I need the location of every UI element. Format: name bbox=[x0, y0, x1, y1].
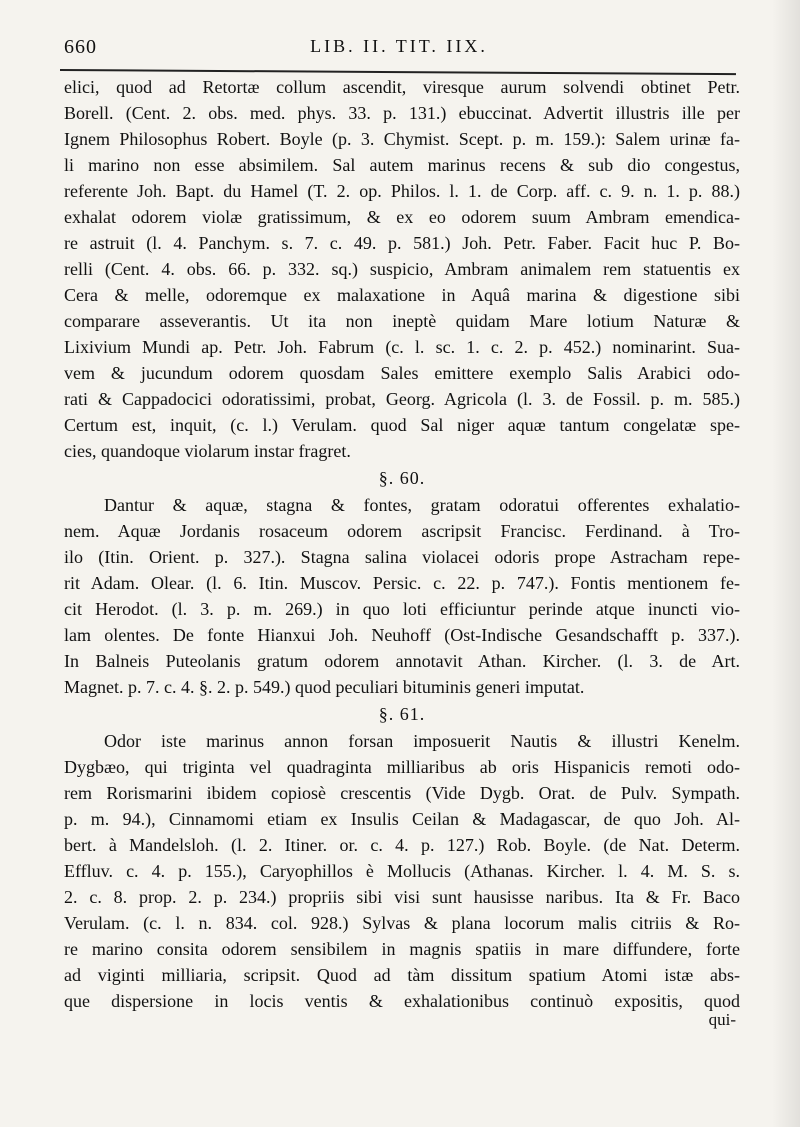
text-line: vem & jucundum odorem quosdam Sales emittere exemplo Salis Arabici odo- bbox=[64, 363, 740, 383]
body-text bbox=[64, 74, 740, 1014]
text-line: exhalat odorem violæ gratissimum, & ex eo odorem suum Ambram emendica- bbox=[64, 207, 740, 227]
text-line: p. m. 94.), Cinnamomi etiam ex Insulis Ceilan & Madagascar, de quo Joh. Al- bbox=[64, 809, 740, 829]
text-line: re astruit (l. 4. Panchym. s. 7. c. 49. p. 581.) Joh. Petr. Faber. Facit huc P. Bo- bbox=[64, 233, 740, 253]
text-line: Verulam. (c. l. n. 834. col. 928.) Sylvas & plana locorum malis citriis & Ro- bbox=[64, 913, 740, 933]
page-header bbox=[64, 36, 734, 66]
text-line: rit Adam. Olear. (l. 6. Itin. Muscov. Persic. c. 22. p. 747.). Fontis mentionem fe- bbox=[64, 573, 740, 593]
text-line: Borell. (Cent. 2. obs. med. phys. 33. p. 131.) ebuccinat. Advertit illustris ille per bbox=[64, 103, 740, 123]
catchword: qui- bbox=[708, 1010, 736, 1029]
text-line: relli (Cent. 4. obs. 66. p. 332. sq.) suspicio, Ambram animalem rem statuentis ex bbox=[64, 259, 740, 279]
text-line: Lixivium Mundi ap. Petr. Joh. Fabrum (c. l. sc. 1. c. 2. p. 452.) nominarint. Sua- bbox=[64, 337, 740, 357]
text-line: nem. Aquæ Jordanis rosaceum odorem ascripsit Francisc. Ferdinand. à Tro- bbox=[64, 521, 740, 541]
text-line: Ignem Philosophus Robert. Boyle (p. 3. Chymist. Scept. p. m. 159.): Salem urinæ fa- bbox=[64, 129, 740, 149]
text-line: re marino consita odorem sensibilem in magnis spatiis in mare diffundere, forte bbox=[64, 939, 740, 959]
text-line: cies, quandoque violarum instar fragret. bbox=[64, 441, 351, 461]
text-line: bert. à Mandelsloh. (l. 2. Itiner. or. c. 4. p. 127.) Rob. Boyle. (de Nat. Determ. bbox=[64, 835, 740, 855]
text-line: comparare asseverantis. Ut ita non ineptè quidam Mare lotium Naturæ & bbox=[64, 311, 740, 331]
text-line: li marino non esse absimilem. Sal autem marinus recens & sub dio congestus, bbox=[64, 155, 740, 175]
text-line: In Balneis Puteolanis gratum odorem annotavit Athan. Kircher. (l. 3. de Art. bbox=[64, 651, 740, 671]
text-line: Odor iste marinus annon forsan imposuerit Nautis & illustri Kenelm. bbox=[104, 731, 740, 751]
section-heading-60: §. 60. bbox=[378, 468, 426, 488]
text-line: rem Rorismarini ibidem copiosè crescentis (Vide Dygb. Orat. de Pulv. Sympath. bbox=[64, 783, 740, 803]
text-line: Certum est, inquit, (c. l.) Verulam. quod Sal niger aquæ tantum congelatæ spe- bbox=[64, 415, 740, 435]
page-edge-shadow bbox=[772, 0, 800, 1127]
text-line: referente Joh. Bapt. du Hamel (T. 2. op. Philos. l. 1. de Corp. aff. c. 9. n. 1. p. 88.) bbox=[64, 181, 740, 201]
running-title: LIB. II. TIT. IIX. bbox=[310, 36, 488, 56]
text-line: Cera & melle, odoremque ex malaxatione in Aquâ marina & digestione sibi bbox=[64, 285, 740, 305]
text-line: Magnet. p. 7. c. 4. §. 2. p. 549.) quod peculiari bituminis generi imputat. bbox=[64, 677, 585, 697]
section-heading-61: §. 61. bbox=[378, 704, 426, 724]
text-line: elici, quod ad Retortæ collum ascendit, viresque aurum solvendi obtinet Petr. bbox=[64, 77, 740, 97]
text-line: cit Herodot. (l. 3. p. m. 269.) in quo loti efficiuntur perinde atque inuncti vio- bbox=[64, 599, 740, 619]
text-line: 2. c. 8. prop. 2. p. 234.) propriis sibi visi sunt hausisse naribus. Ita & Fr. Baco bbox=[64, 887, 740, 907]
text-line: lam olentes. De fonte Hianxui Joh. Neuhoff (Ost-Indische Gesandschafft p. 337.). bbox=[64, 625, 740, 645]
text-line: que dispersione in locis ventis & exhalationibus continuò expositis, quod bbox=[64, 991, 740, 1011]
text-line: Dygbæo, qui triginta vel quadraginta milliaribus ab oris Hispanicis remoti odo- bbox=[64, 757, 740, 777]
text-line: Dantur & aquæ, stagna & fontes, gratam odoratui offerentes exhalatio- bbox=[104, 495, 740, 515]
text-line: Effluv. c. 4. p. 155.), Caryophillos è Mollucis (Athanas. Kircher. l. 4. M. S. s. bbox=[64, 861, 740, 881]
text-line: ilo (Itin. Orient. p. 327.). Stagna salina violacei odoris prope Astracham repe- bbox=[64, 547, 740, 567]
text-line: ad viginti milliaria, scripsit. Quod ad tàm dissitum spatium Atomi istæ abs- bbox=[64, 965, 740, 985]
text-line: rati & Cappadocici odoratissimi, probat, Georg. Agricola (l. 3. de Fossil. p. m. 585.) bbox=[64, 389, 740, 409]
page-number: 660 bbox=[64, 36, 97, 58]
